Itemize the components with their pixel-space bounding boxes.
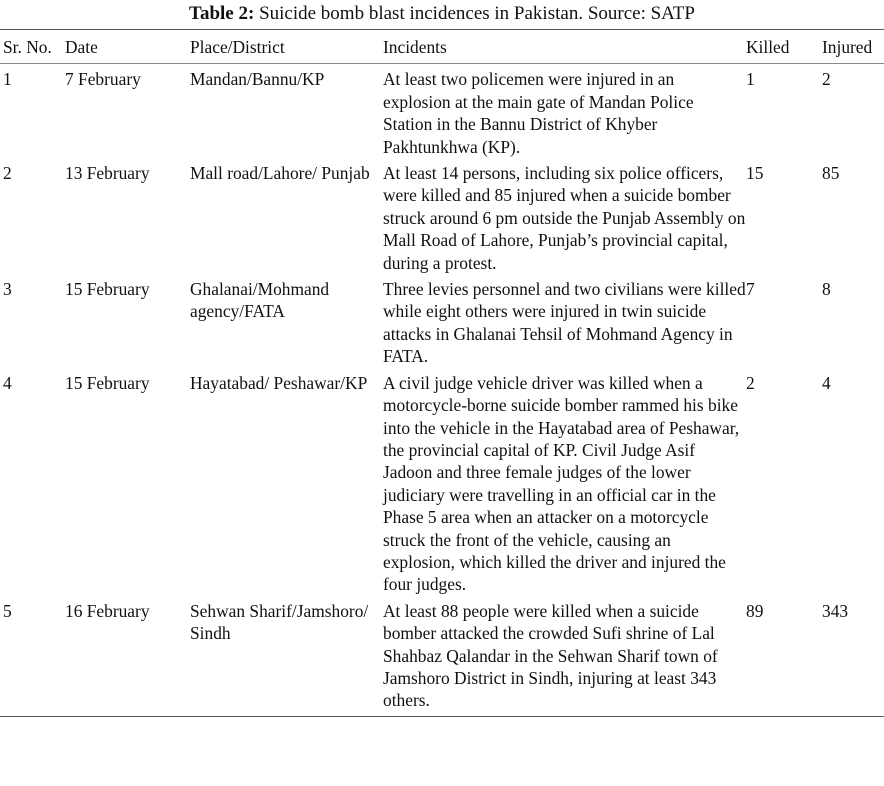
cell-sr-no: 5 [3,600,12,621]
cell-sr-no: 3 [3,279,12,300]
cell-place: Hayatabad/ Peshawar/KP [190,372,368,393]
cell-incident: At least two policemen were injured in an explosion at the main gate of Mandan Police Station in the Bannu District of Khyber Pakhtunkhwa (KP). [383,69,694,157]
header-sr-no: Sr. No. [3,37,52,57]
cell-date: 15 February [65,279,150,300]
cell-killed: 2 [746,372,755,393]
caption-text: Suicide bomb blast incidences in Pakistan. Source: SATP [259,3,695,24]
cell-place: Mandan/Bannu/KP [190,69,325,90]
cell-incident: A civil judge vehicle driver was killed when a motorcycle-borne suicide bomber rammed his bike into the vehicle in the Hayatabad area of Peshawar, the provincial capital of KP. Civil Judge Asif Jadoon and three female judges of the lower judiciary were travelling in an official car in the Phase 5 area when an attacker on a motorcycle struck the front of the vehicle, causing an explosion, which killed the driver and injured the four judges. [383,372,740,595]
header-injured: Injured [822,37,873,57]
cell-date: 13 February [65,163,150,184]
incidents-table [0,29,884,717]
cell-injured: 8 [822,279,831,300]
cell-place: Mall road/Lahore/ Punjab [190,163,370,184]
caption-label: Table 2: [189,3,255,24]
cell-killed: 15 [746,163,764,184]
header-killed: Killed [746,37,790,57]
cell-incident: Three levies personnel and two civilians were killed while eight others were injured in twin suicide attacks in Ghalanai Tehsil of Mohmand Agency in FATA. [383,279,746,367]
cell-date: 15 February [65,372,150,393]
cell-date: 16 February [65,600,150,621]
table-caption [0,2,884,26]
cell-killed: 89 [746,600,764,621]
cell-place: Sehwan Sharif/Jamshoro/ Sindh [190,600,369,644]
cell-killed: 7 [746,279,755,300]
cell-injured: 85 [822,163,840,184]
cell-incident: At least 88 people were killed when a suicide bomber attacked the crowded Sufi shrine of Lal Shahbaz Qalandar in the Sehwan Sharif town of Jamshoro District in Sindh, injuring at least 343 others. [383,600,718,711]
cell-place: Ghalanai/Mohmand agency/FATA [190,279,330,322]
cell-date: 7 February [65,69,141,90]
header-incidents: Incidents [383,37,447,57]
table-row [0,64,884,158]
cell-sr-no: 1 [3,69,12,90]
cell-killed: 1 [746,69,755,90]
header-date: Date [65,37,98,57]
cell-sr-no: 2 [3,163,12,184]
table-body [0,64,884,716]
table-header [0,30,884,64]
cell-incident: At least 14 persons, including six police officers, were killed and 85 injured when a suicide bomber struck around 6 pm outside the Punjab Assembly on Mall Road of Lahore, Punjab’s provincial capital, during a protest. [383,163,746,273]
table-row [0,274,884,368]
cell-injured: 343 [822,600,849,621]
table-row [0,596,884,717]
table-row [0,368,884,596]
cell-injured: 4 [822,372,831,393]
cell-injured: 2 [822,69,831,90]
table-row [0,158,884,274]
header-place: Place/District [190,37,285,57]
cell-sr-no: 4 [3,372,12,393]
header-row [0,30,884,64]
